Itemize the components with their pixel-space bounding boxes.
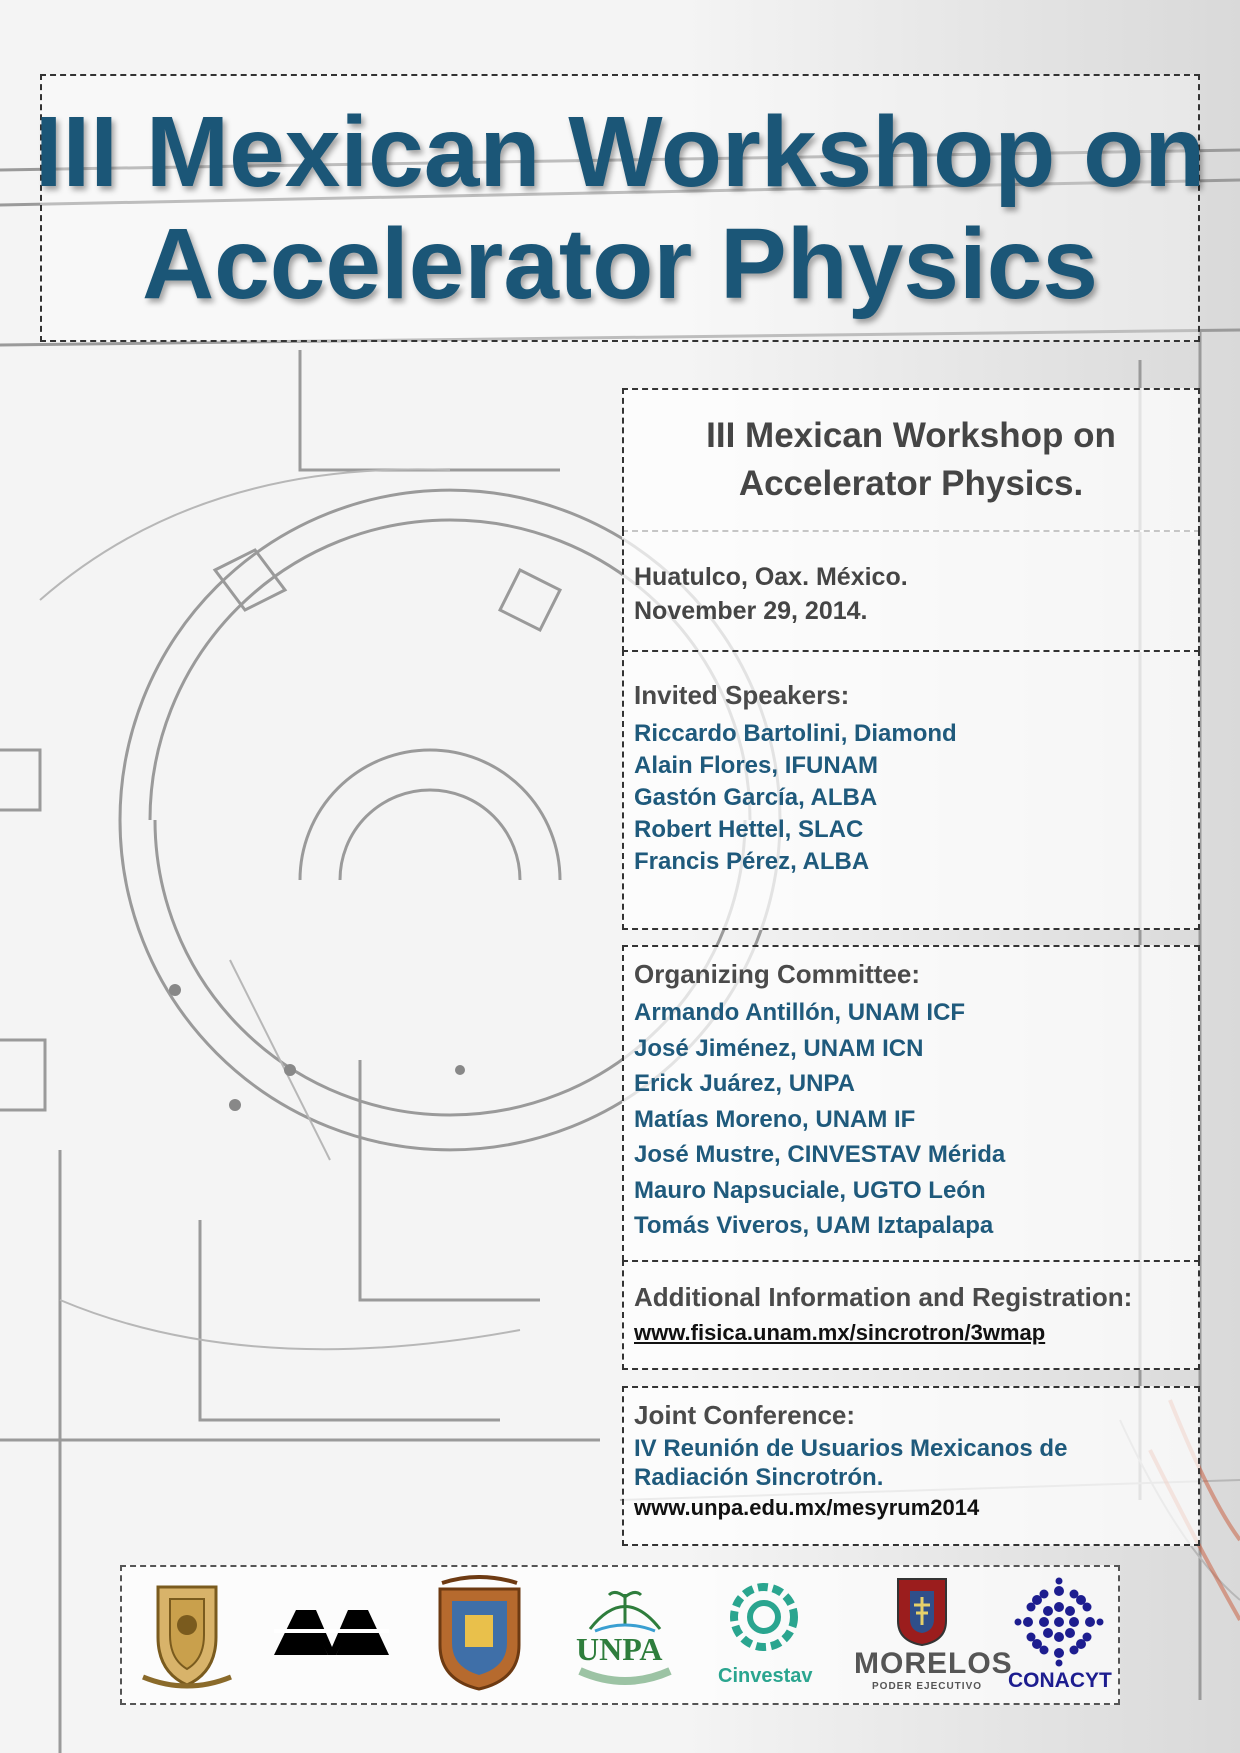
committee-panel bbox=[622, 945, 1200, 1261]
event-name-line1: III Mexican Workshop on bbox=[706, 416, 1116, 455]
committee-item: Matías Moreno, UNAM IF bbox=[634, 1105, 916, 1133]
speakers-panel bbox=[622, 650, 1200, 930]
university-shield-logo bbox=[432, 1575, 527, 1693]
committee-item: Armando Antillón, UNAM ICF bbox=[634, 999, 966, 1026]
cinvestav-logo-text: Cinvestav bbox=[718, 1665, 813, 1687]
unpa-logo bbox=[570, 1579, 680, 1694]
speaker-item: Gastón García, ALBA bbox=[634, 784, 878, 811]
conacyt-logo bbox=[1006, 1577, 1112, 1697]
speaker-item: Robert Hettel, SLAC bbox=[634, 816, 864, 843]
main-title-line2: Accelerator Physics bbox=[141, 208, 1099, 320]
speaker-item: Riccardo Bartolini, Diamond bbox=[634, 720, 957, 747]
main-title-box bbox=[34, 74, 1206, 342]
joint-conference-panel bbox=[622, 1386, 1200, 1546]
uam-logo bbox=[274, 1605, 389, 1660]
registration-heading: Additional Information and Registration: bbox=[634, 1282, 1133, 1312]
speakers-heading: Invited Speakers: bbox=[634, 680, 850, 710]
joint-name-line2: Radiación Sincrotrón. bbox=[634, 1464, 884, 1491]
main-title-line1: III Mexican Workshop on bbox=[34, 96, 1206, 208]
unpa-emblem-icon bbox=[585, 1579, 665, 1634]
morelos-logo bbox=[854, 1575, 1013, 1699]
committee-item: José Jiménez, UNAM ICN bbox=[634, 1034, 924, 1062]
event-name-panel bbox=[622, 388, 1200, 532]
registration-link[interactable]: www.fisica.unam.mx/sincrotron/3wmap bbox=[634, 1320, 1046, 1345]
unam-crest-logo bbox=[138, 1577, 236, 1692]
joint-link[interactable]: www.unpa.edu.mx/mesyrum2014 bbox=[634, 1495, 980, 1520]
unpa-logo-text: UNPA bbox=[576, 1631, 663, 1667]
committee-item: Mauro Napsuciale, UGTO León bbox=[634, 1176, 986, 1204]
location-date-panel bbox=[622, 530, 1200, 652]
committee-item: Erick Juárez, UNPA bbox=[634, 1070, 855, 1097]
joint-name-line1: IV Reunión de Usuarios Mexicanos de bbox=[634, 1435, 1068, 1462]
morelos-shield-icon bbox=[894, 1575, 950, 1647]
morelos-logo-subtext: PODER EJECUTIVO bbox=[872, 1681, 983, 1692]
event-location: Huatulco, Oax. México. bbox=[634, 563, 908, 591]
morelos-logo-text: MORELOS bbox=[854, 1647, 1013, 1680]
event-name-line2: Accelerator Physics. bbox=[738, 464, 1084, 503]
joint-heading: Joint Conference: bbox=[634, 1400, 856, 1430]
speaker-item: Francis Pérez, ALBA bbox=[634, 848, 870, 875]
conacyt-dots-icon bbox=[1014, 1577, 1104, 1667]
cinvestav-logo bbox=[714, 1577, 814, 1697]
sponsor-logos-strip bbox=[120, 1565, 1120, 1705]
committee-item: José Mustre, CINVESTAV Mérida bbox=[634, 1141, 1006, 1168]
committee-item: Tomás Viveros, UAM Iztapalapa bbox=[634, 1212, 994, 1239]
unpa-ribbon-icon bbox=[578, 1667, 672, 1691]
speaker-item: Alain Flores, IFUNAM bbox=[634, 752, 879, 779]
conacyt-logo-text: CONACYT bbox=[1008, 1669, 1112, 1692]
cinvestav-emblem-icon bbox=[728, 1577, 800, 1661]
registration-panel bbox=[622, 1260, 1200, 1370]
event-date: November 29, 2014. bbox=[634, 597, 868, 625]
committee-heading: Organizing Committee: bbox=[634, 959, 921, 989]
